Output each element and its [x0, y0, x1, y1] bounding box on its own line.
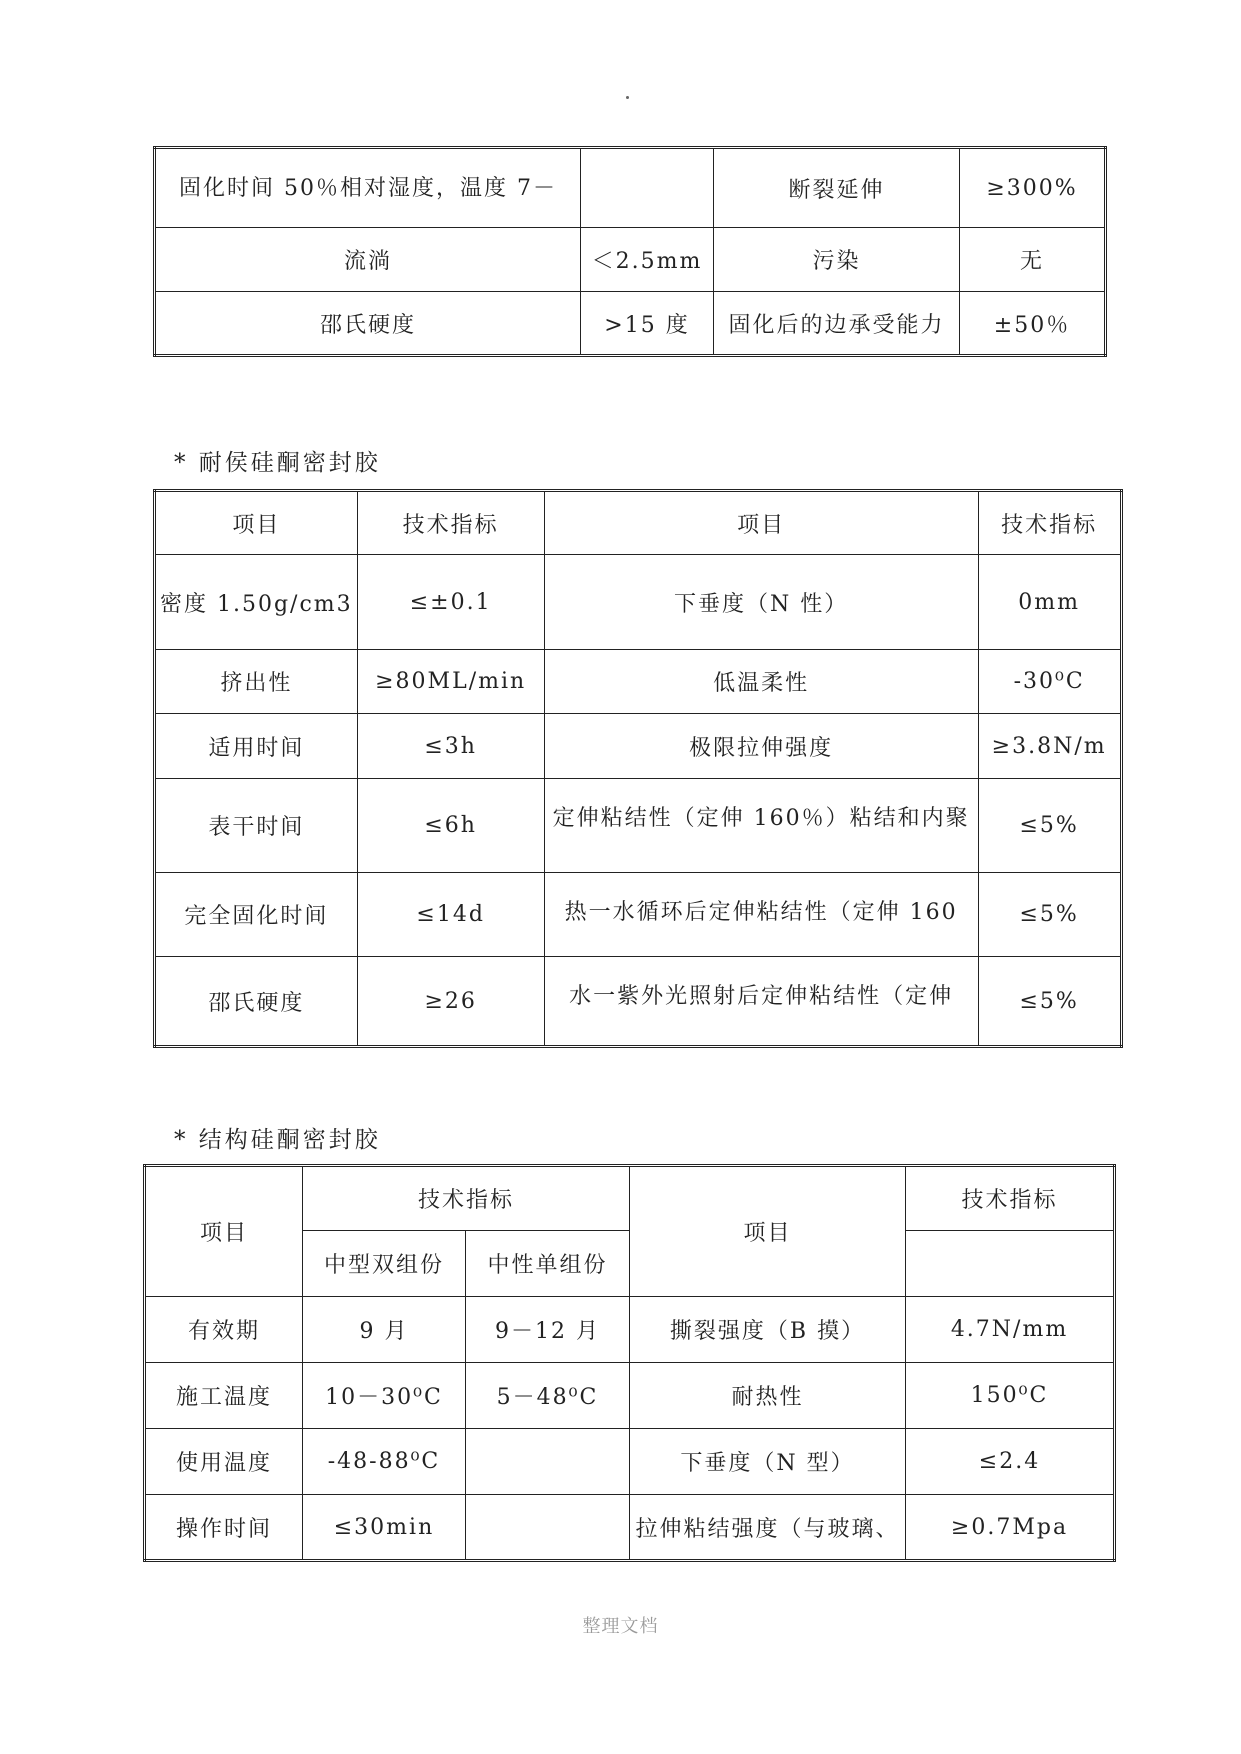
table-cell: ≤5% [978, 873, 1121, 957]
table-row [155, 714, 1122, 779]
table-cell: 低温柔性 [544, 650, 978, 714]
table-row [145, 1429, 1115, 1495]
table-cell: 适用时间 [155, 714, 358, 779]
table-cell: 下垂度（N 性） [544, 555, 978, 650]
table-cell: ≤5% [978, 779, 1121, 873]
table-cell [466, 1495, 630, 1561]
table-row [155, 228, 1106, 292]
table-cell: 极限拉伸强度 [544, 714, 978, 779]
table-cell: 定伸粘结性（定伸 160％）粘结和内聚 [544, 779, 978, 873]
table-cell: ≤5% [978, 957, 1121, 1047]
page-dot [626, 96, 629, 99]
table-row [155, 779, 1122, 873]
table-cell [466, 1429, 630, 1495]
section-title-weatherproof: * 耐侯硅酮密封胶 [174, 450, 381, 476]
table-row [155, 873, 1122, 957]
table-row [145, 1297, 1115, 1363]
table-cell: 固化后的边承受能力 [714, 292, 960, 356]
table-cell: -30⁰C [978, 650, 1121, 714]
table-row [155, 555, 1122, 650]
table-cell: ≥3.8N/m [978, 714, 1121, 779]
table-cell: 10－30⁰C [303, 1363, 466, 1429]
table-cell: ≤±0.1 [357, 555, 544, 650]
column-header: 中型双组份 [303, 1231, 466, 1297]
table-cell: ≤3h [357, 714, 544, 779]
table-cell: 表干时间 [155, 779, 358, 873]
table-cell: 有效期 [145, 1297, 303, 1363]
column-header: 项目 [145, 1166, 303, 1297]
table-cell: 0mm [978, 555, 1121, 650]
table-cell: 邵氏硬度 [155, 292, 581, 356]
table-cell [581, 148, 714, 228]
table-cell: ≤6h [357, 779, 544, 873]
table-cell: -48-88⁰C [303, 1429, 466, 1495]
table-cell: 固化时间 50％相对湿度，温度 7－ [155, 148, 581, 228]
table-cell: 耐热性 [630, 1363, 906, 1429]
table-row [145, 1495, 1115, 1561]
table-cell: 150⁰C [906, 1363, 1115, 1429]
table-cell: ≤14d [357, 873, 544, 957]
table-cell: >15 度 [581, 292, 714, 356]
table-cell: 热一水循环后定伸粘结性（定伸 160 [544, 873, 978, 957]
table-cell: ≤2.4 [906, 1429, 1115, 1495]
table-row [155, 148, 1106, 228]
column-header: 项目 [155, 491, 358, 555]
table-cell: 密度 1.50g/cm3 [155, 555, 358, 650]
table-cell: 9－12 月 [466, 1297, 630, 1363]
table-weatherproof-sealant [153, 489, 1123, 1048]
table-cell: 污染 [714, 228, 960, 292]
table-cell: ≥0.7Mpa [906, 1495, 1115, 1561]
column-header: 技术指标 [978, 491, 1121, 555]
table-row [155, 650, 1122, 714]
table-cell: 完全固化时间 [155, 873, 358, 957]
column-header: 技术指标 [357, 491, 544, 555]
table-cell: ≥300% [960, 148, 1106, 228]
section-title-structural: * 结构硅酮密封胶 [174, 1127, 381, 1153]
table-cell: 操作时间 [145, 1495, 303, 1561]
table-cell: 撕裂强度（B 摸） [630, 1297, 906, 1363]
page-footer: 整理文档 [582, 1616, 659, 1637]
table-cell: 流淌 [155, 228, 581, 292]
column-header: 项目 [544, 491, 978, 555]
column-header: 技术指标 [303, 1166, 630, 1231]
table-cell: 下垂度（N 型） [630, 1429, 906, 1495]
table-cell: 无 [960, 228, 1106, 292]
table-cell: 使用温度 [145, 1429, 303, 1495]
table-row [145, 1363, 1115, 1429]
table-cell: 邵氏硬度 [155, 957, 358, 1047]
table-cell [906, 1231, 1115, 1297]
table-cell: 4.7N/mm [906, 1297, 1115, 1363]
table-sealant-properties [153, 146, 1107, 357]
table-cell: 挤出性 [155, 650, 358, 714]
table-cell: ≥80ML/min [357, 650, 544, 714]
table-cell: 拉伸粘结强度（与玻璃、 [630, 1495, 906, 1561]
column-header: 中性单组份 [466, 1231, 630, 1297]
table-header-row [155, 491, 1122, 555]
table-cell: ≥26 [357, 957, 544, 1047]
column-header: 项目 [630, 1166, 906, 1297]
table-structural-sealant [143, 1164, 1116, 1562]
column-header: 技术指标 [906, 1166, 1115, 1231]
table-cell: 9 月 [303, 1297, 466, 1363]
table-cell: 断裂延伸 [714, 148, 960, 228]
table-cell: ≤30min [303, 1495, 466, 1561]
table-cell: 施工温度 [145, 1363, 303, 1429]
table-cell: 水一紫外光照射后定伸粘结性（定伸 [544, 957, 978, 1047]
table-row [155, 957, 1122, 1047]
table-cell: 5－48⁰C [466, 1363, 630, 1429]
table-cell: ±50％ [960, 292, 1106, 356]
table-cell: ＜2.5mm [581, 228, 714, 292]
table-header-row [145, 1166, 1115, 1231]
table-row [155, 292, 1106, 356]
